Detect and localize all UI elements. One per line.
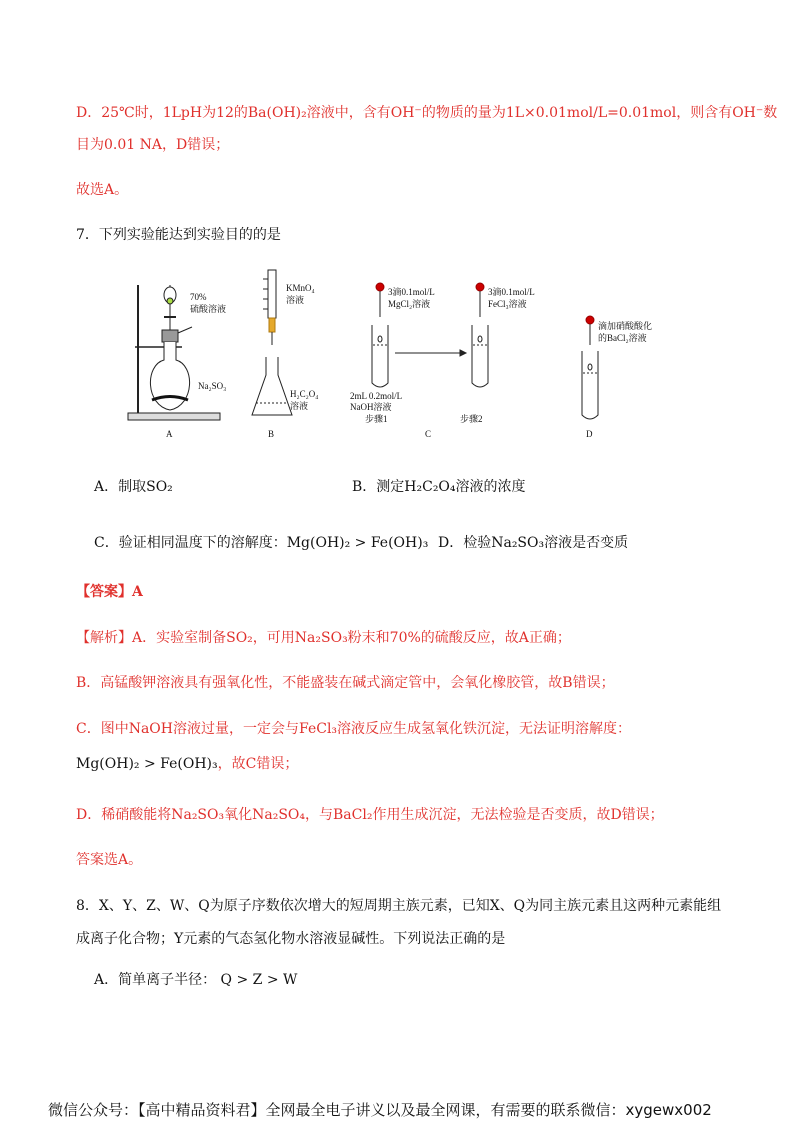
question-8-stem-line1: 8．X、Y、Z、W、Q为原子序数依次增大的短周期主族元素，已知X、Q为同主族元素且这两种元素能组 xyxy=(76,898,722,914)
q7-option-c: C．验证相同温度下的溶解度：Mg(OH)₂ > Fe(OH)₃ xyxy=(94,535,429,551)
analysis-line-5: D．稀硝酸能将Na₂SO₃氧化Na₂SO₄，与BaCl₂作用生成沉淀，无法检验是否变质，故D错误； xyxy=(76,807,664,823)
analysis-line-4 xyxy=(76,754,298,774)
label-d: D xyxy=(586,429,593,439)
b-flask-solution: 溶液 xyxy=(290,401,309,411)
label-b: B xyxy=(268,429,275,439)
analysis-line-3: C．图中NaOH溶液过量，一定会与FeCl₃溶液反应生成氢氧化铁沉淀，无法证明溶解度： xyxy=(76,721,632,737)
label-a: A xyxy=(166,429,173,439)
a-salt-label: Na₂SO₃ xyxy=(198,381,227,391)
apparatus-d xyxy=(582,316,598,419)
q7-option-b: B．测定H₂C₂O₄溶液的浓度 xyxy=(352,479,526,495)
apparatus-diagram xyxy=(120,265,653,445)
prev-answer-choose: 故选A。 xyxy=(76,182,129,198)
b-reagent: KMnO₄ xyxy=(286,283,315,293)
d-drop-bottom: 的BaCl₂溶液 xyxy=(598,333,647,343)
a-acid-name: 硫酸溶液 xyxy=(190,304,227,314)
b-reagent-solution: 溶液 xyxy=(286,295,305,305)
prev-answer-d-line1: D．25℃时，1LpH为12的Ba(OH)₂溶液中，含有OH⁻的物质的量为1L×0.01mol/L=0.01mol，则含有OH⁻数 xyxy=(76,105,778,121)
c-drop1-top: 3滴0.1mol/L xyxy=(388,287,435,297)
question-7-stem: 7．下列实验能达到实验目的的是 xyxy=(76,227,281,243)
analysis-line-6: 答案选A。 xyxy=(76,852,143,868)
c-base-bottom: NaOH溶液 xyxy=(350,402,392,412)
q7-option-d: D．检验Na₂SO₃溶液是否变质 xyxy=(438,535,629,551)
q7-option-a: A．制取SO₂ xyxy=(94,479,173,495)
b-flask-content: H₂C₂O₄ xyxy=(290,389,319,399)
answer-tag: 【答案】A xyxy=(76,584,143,600)
c-drop2-top: 3滴0.1mol/L xyxy=(488,287,535,297)
a-acid-percent: 70% xyxy=(190,292,207,302)
c-base-top: 2mL 0.2mol/L xyxy=(350,391,403,401)
analysis-line-2: B．高锰酸钾溶液具有强氧化性，不能盛装在碱式滴定管中，会氧化橡胶管，故B错误； xyxy=(76,675,615,691)
c-step2: 步骤2 xyxy=(460,414,483,424)
analysis-line-4-text: ，故C错误； xyxy=(217,756,299,772)
analysis-formula: Mg(OH)₂ > Fe(OH)₃ xyxy=(76,756,218,772)
c-step1: 步骤1 xyxy=(365,414,388,424)
prev-answer-d-line2: 目为0.01 NA，D错误； xyxy=(76,137,230,153)
label-c: C xyxy=(425,429,432,439)
c-drop2-bottom: FeCl₃溶液 xyxy=(488,299,527,309)
footer-text: 微信公众号：【高中精品资料君】全网最全电子讲义以及最全网课，有需要的联系微信：xygewx002 xyxy=(48,1101,712,1119)
q8-option-a: A．简单离子半径： Q > Z > W xyxy=(94,972,298,988)
question-8-stem-line2: 成离子化合物；Y元素的气态氢化物水溶液显碱性。下列说法正确的是 xyxy=(76,931,506,947)
d-drop-top: 滴加硝酸酸化 xyxy=(598,321,653,331)
analysis-line-1: 【解析】A．实验室制备SO₂，可用Na₂SO₃粉末和70%的硫酸反应，故A正确； xyxy=(76,630,571,646)
c-drop1-bottom: MgCl₂溶液 xyxy=(388,299,431,309)
